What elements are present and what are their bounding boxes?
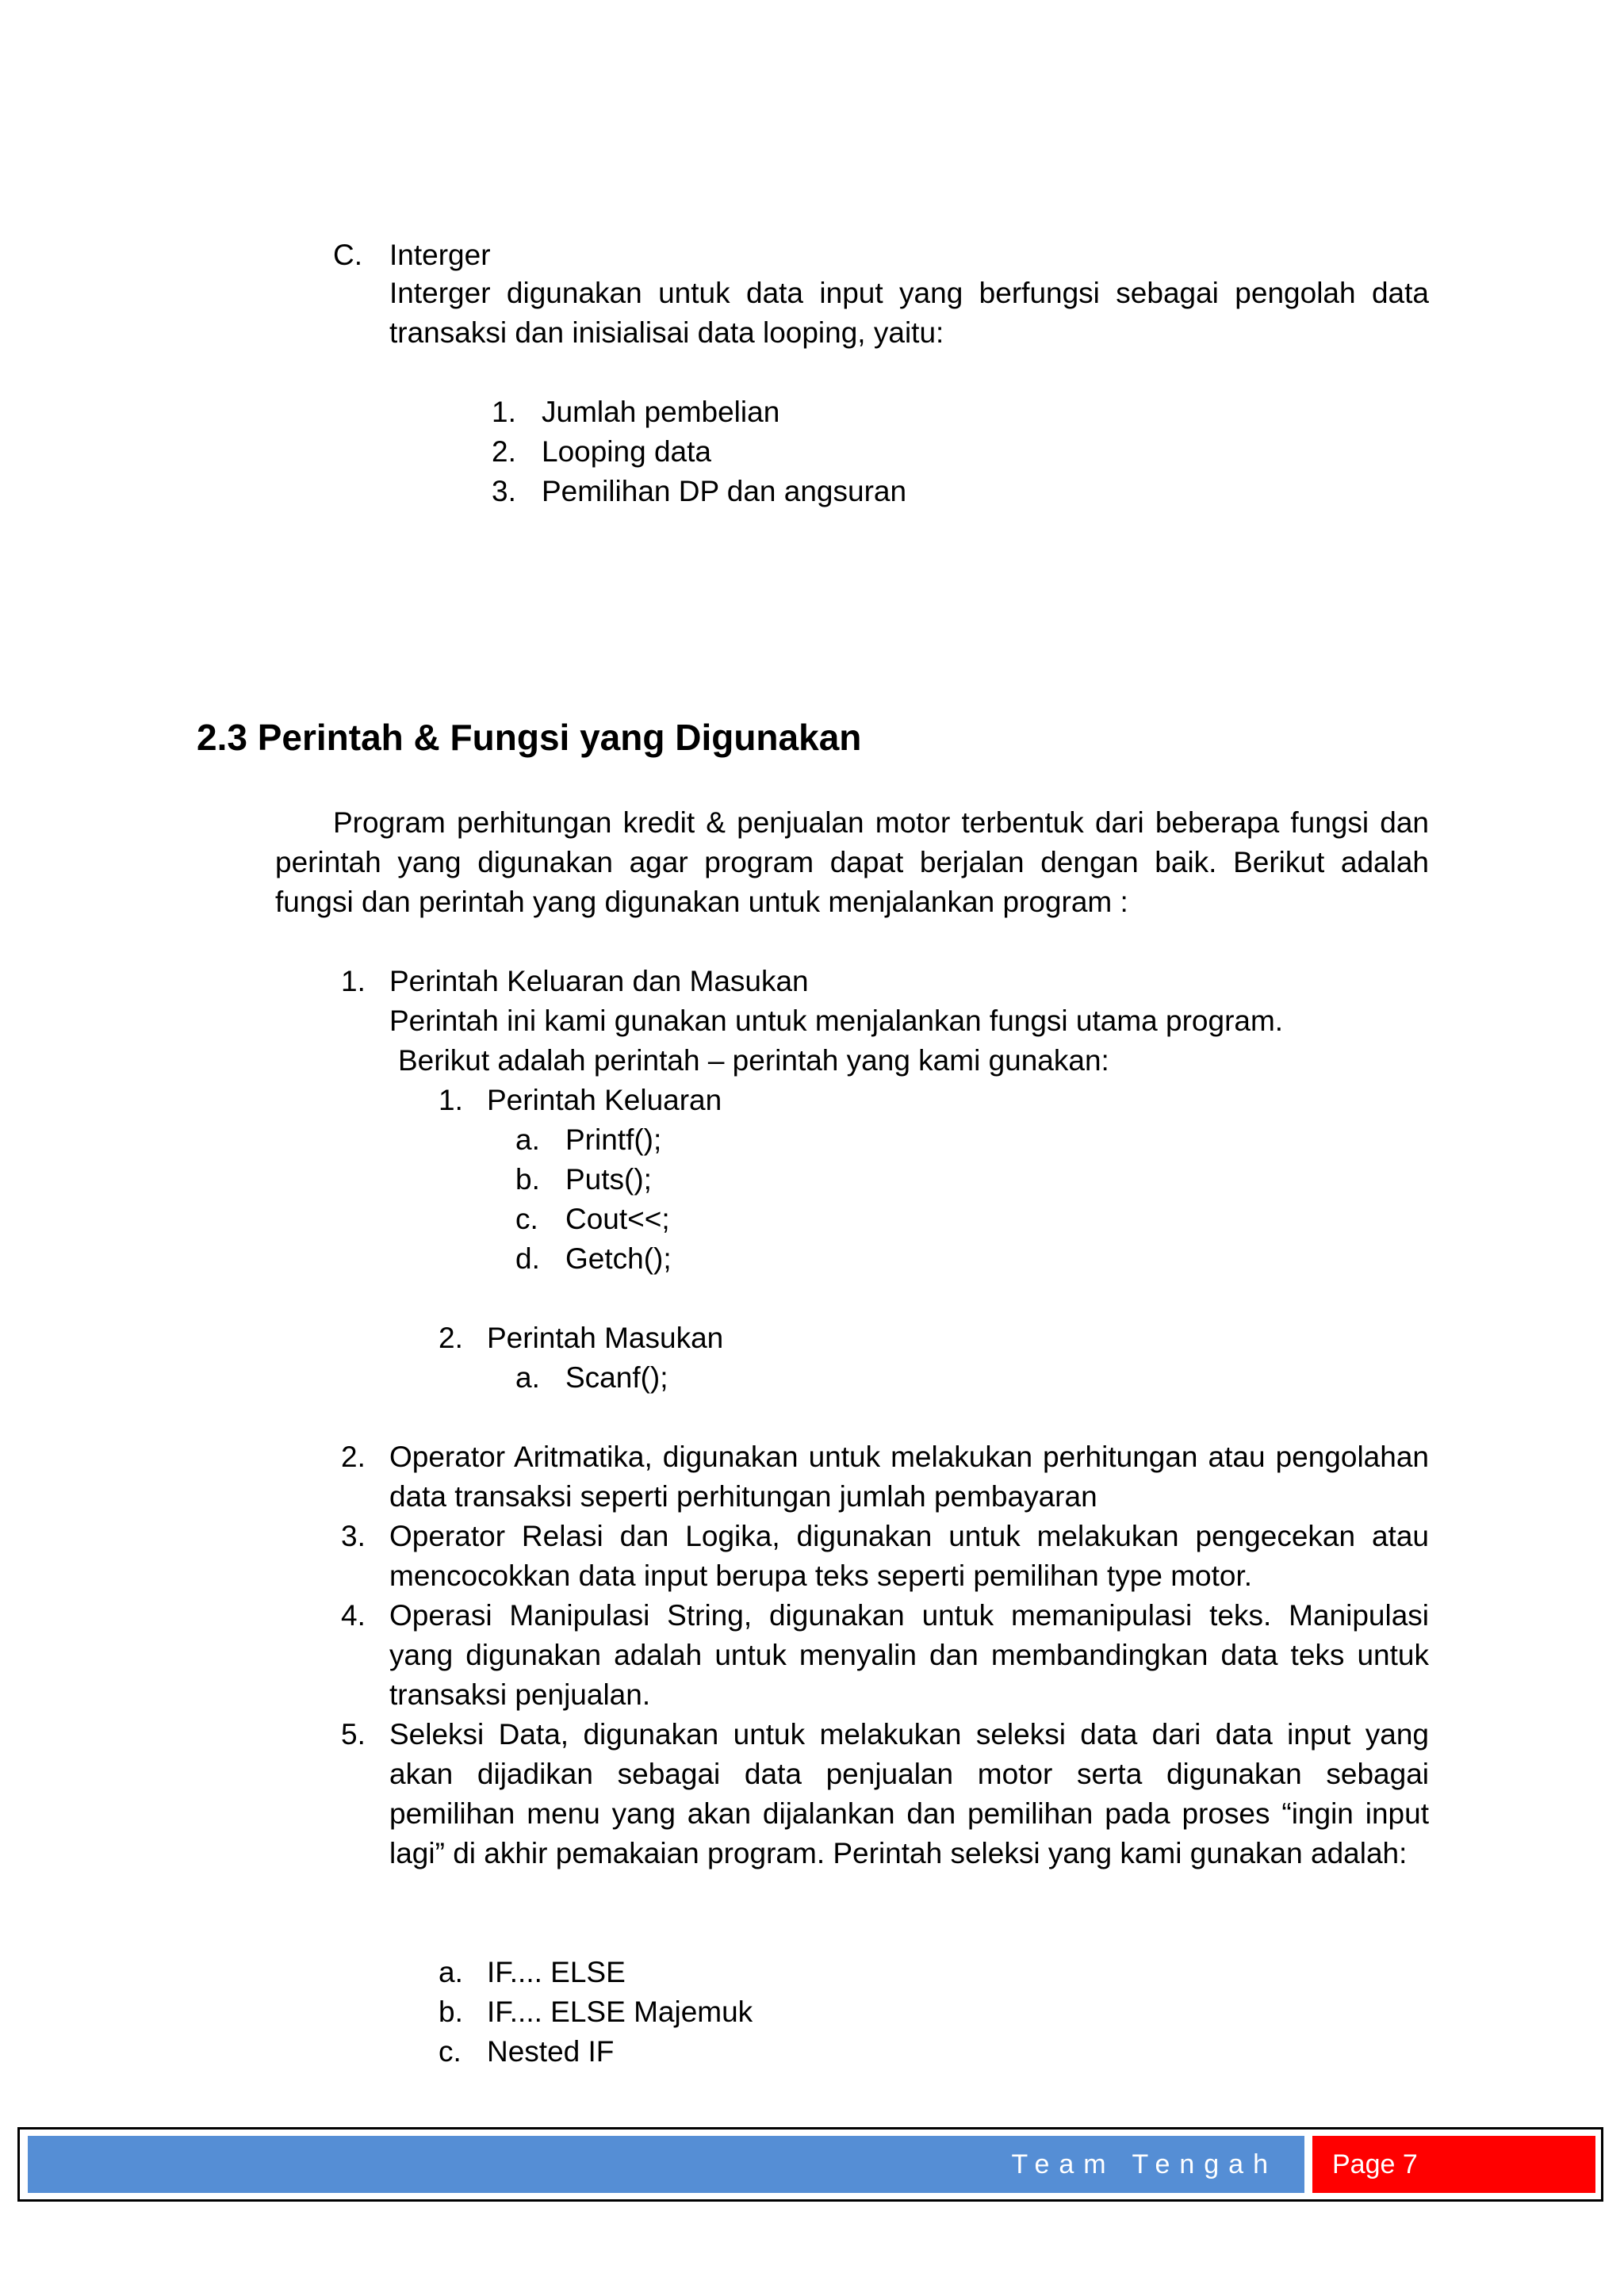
sub-1-item-a-text: Printf(); — [565, 1123, 662, 1156]
section-c-item-1-num: 1. — [492, 396, 516, 428]
page-footer — [17, 2127, 1603, 2202]
section-c-item-2-text: Looping data — [542, 435, 711, 468]
list-item-1-num: 1. — [341, 965, 366, 997]
list-item-2-num: 2. — [341, 1441, 366, 1473]
section-heading: 2.3 Perintah & Fungsi yang Digunakan — [197, 717, 862, 758]
section-c-paragraph: Interger digunakan untuk data input yang berfungsi sebagai pengolah data transaksi dan inisialisai data looping, yaitu: — [389, 277, 1429, 349]
sub-1-item-a-letter: a. — [515, 1123, 540, 1156]
list-item-3-num: 3. — [341, 1520, 366, 1552]
sub-1-item-c-text: Cout<<; — [565, 1203, 670, 1235]
footer-page-number: Page 7 — [1332, 2149, 1418, 2179]
list-item-1-title: Perintah Keluaran dan Masukan — [389, 965, 809, 997]
list-item-5-num: 5. — [341, 1718, 366, 1751]
selection-item-b-text: IF.... ELSE Majemuk — [487, 1996, 753, 2028]
footer-team-name: Team Tengah — [1011, 2149, 1277, 2179]
section-c-item-3-text: Pemilihan DP dan angsuran — [542, 475, 907, 507]
section-c-item-3-num: 3. — [492, 475, 516, 507]
sub-2-num: 2. — [439, 1322, 463, 1354]
selection-item-c-letter: c. — [439, 2035, 462, 2068]
sub-1-title: Perintah Keluaran — [487, 1084, 722, 1116]
section-c-marker: C. — [333, 239, 362, 271]
intro-paragraph: Program perhitungan kredit & penjualan motor terbentuk dari beberapa fungsi dan perintah yang digunakan agar program dapat berjalan dengan baik. Berikut adalah fungsi dan perintah yang digunakan untuk menjalankan program : — [275, 806, 1429, 918]
section-c-item-2-num: 2. — [492, 435, 516, 468]
sub-2-item-a-letter: a. — [515, 1361, 540, 1394]
sub-2-title: Perintah Masukan — [487, 1322, 724, 1354]
selection-item-a-letter: a. — [439, 1956, 463, 1988]
list-item-2-text: Operator Aritmatika, digunakan untuk melakukan perhitungan atau pengolahan data transaksi seperti perhitungan jumlah pembayaran — [389, 1441, 1429, 1513]
list-item-4-text: Operasi Manipulasi String, digunakan untuk memanipulasi teks. Manipulasi yang digunakan adalah untuk menyalin dan membandingkan data teks untuk transaksi penjualan. — [389, 1599, 1429, 1711]
list-item-3-text: Operator Relasi dan Logika, digunakan untuk melakukan pengecekan atau mencocokkan data input berupa teks seperti pemilihan type motor. — [389, 1520, 1429, 1592]
sub-1-num: 1. — [439, 1084, 463, 1116]
list-item-5-text: Seleksi Data, digunakan untuk melakukan seleksi data dari data input yang akan dijadikan sebagai data penjualan motor serta digunakan sebagai pemilihan menu yang akan dijalankan dan pemilihan pada proses “ingin input lagi” di akhir pemakaian program. Perintah seleksi yang kami gunakan adalah: — [389, 1718, 1429, 1869]
selection-item-b-letter: b. — [439, 1996, 463, 2028]
footer-team-bar — [28, 2136, 1304, 2193]
sub-1-item-c-letter: c. — [515, 1203, 538, 1235]
sub-2-item-a-text: Scanf(); — [565, 1361, 668, 1394]
list-item-4-num: 4. — [341, 1599, 366, 1632]
footer-page-box — [1312, 2136, 1595, 2193]
sub-1-item-d-text: Getch(); — [565, 1242, 672, 1275]
sub-1-item-d-letter: d. — [515, 1242, 540, 1275]
sub-1-item-b-letter: b. — [515, 1163, 540, 1196]
section-c-title: Interger — [389, 239, 491, 271]
sub-1-item-b-text: Puts(); — [565, 1163, 652, 1196]
selection-item-c-text: Nested IF — [487, 2035, 615, 2068]
selection-item-a-text: IF.... ELSE — [487, 1956, 626, 1988]
section-c-item-1-text: Jumlah pembelian — [542, 396, 780, 428]
list-item-1-line1: Perintah ini kami gunakan untuk menjalankan fungsi utama program. — [389, 1004, 1284, 1037]
list-item-1-line2: Berikut adalah perintah – perintah yang kami gunakan: — [398, 1044, 1109, 1077]
